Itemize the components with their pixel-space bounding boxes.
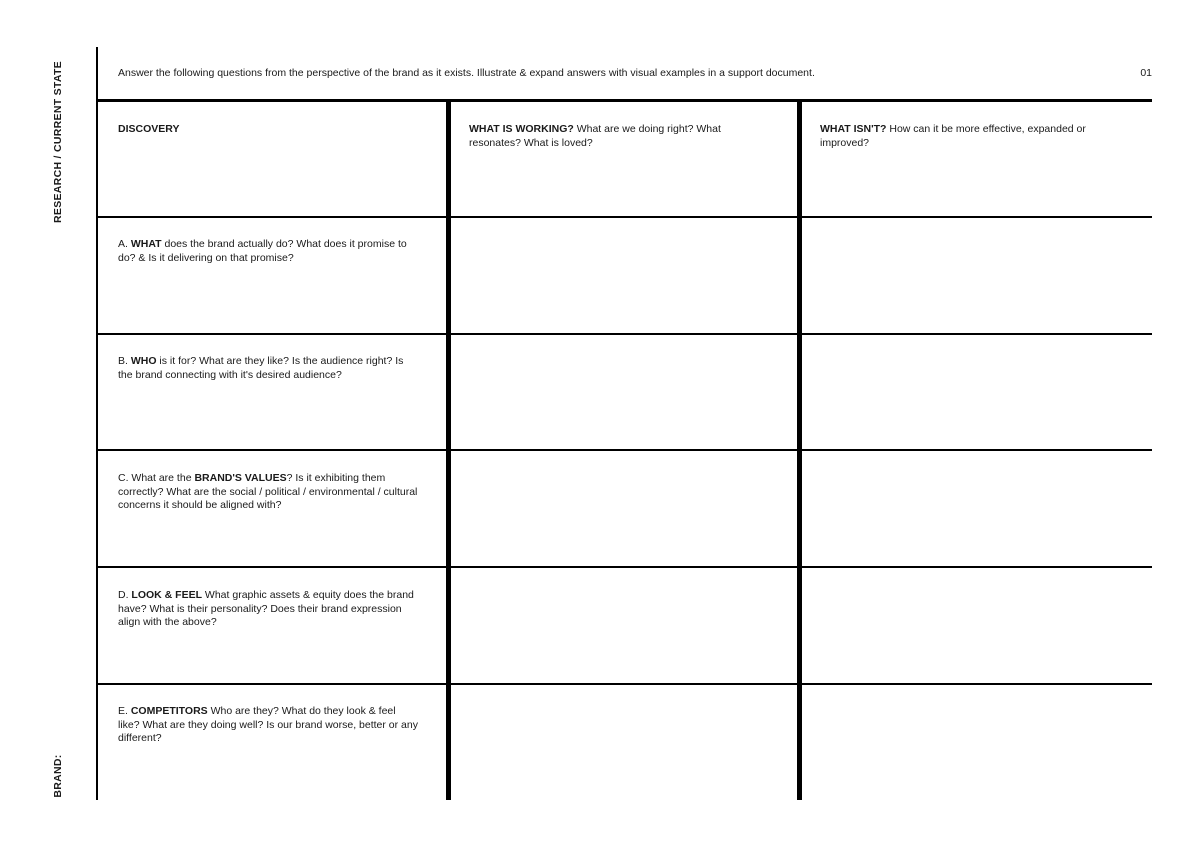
row-divider xyxy=(98,566,1152,568)
answer-working-b[interactable] xyxy=(469,355,779,435)
answer-working-d[interactable] xyxy=(469,589,779,669)
answer-working-a[interactable] xyxy=(469,238,779,318)
row-divider xyxy=(98,683,1152,685)
left-rule xyxy=(96,47,98,800)
question-prefix: C. What are the xyxy=(118,472,195,484)
question-prefix: A. xyxy=(118,238,131,250)
question-keyword: COMPETITORS xyxy=(130,705,208,717)
answer-isnt-a[interactable] xyxy=(820,238,1130,318)
question-e xyxy=(118,705,418,746)
question-text: is it for? What are they like? Is the audience right? Is the brand connecting with it's desired audience? xyxy=(118,355,404,381)
working-header xyxy=(469,123,769,150)
question-text: does the brand actually do? What does it promise to do? & Is it delivering on that promise? xyxy=(118,238,407,264)
row-divider xyxy=(98,449,1152,451)
discovery-header-label: DISCOVERY xyxy=(118,123,180,135)
intro-row xyxy=(98,47,1152,100)
header-rule xyxy=(98,99,1152,102)
section-label: RESEARCH / CURRENT STATE xyxy=(52,61,64,223)
question-prefix: E. xyxy=(118,705,131,717)
working-header-text: What are we doing right? What resonates? What is loved? xyxy=(469,123,721,149)
question-b xyxy=(118,355,418,382)
answer-isnt-d[interactable] xyxy=(820,589,1130,669)
question-prefix: D. xyxy=(118,589,132,601)
row-divider xyxy=(98,216,1152,218)
question-c xyxy=(118,472,418,513)
answer-isnt-c[interactable] xyxy=(820,472,1130,552)
intro-text: Answer the following questions from the perspective of the brand as it exists. Illustrate & expand answers with visual examples in a support document. xyxy=(118,67,815,79)
isnt-header-text: How can it be more effective, expanded or improved? xyxy=(820,123,1086,149)
question-keyword: LOOK & FEEL xyxy=(131,589,203,601)
isnt-header-bold: WHAT ISN'T? xyxy=(820,123,887,135)
question-text: Who are they? What do they look & feel like? What are they doing well? Is our brand worse, better or any different? xyxy=(118,705,418,745)
working-header-bold: WHAT IS WORKING? xyxy=(469,123,574,135)
question-prefix: B. xyxy=(118,355,131,367)
question-keyword: WHAT xyxy=(130,238,162,250)
answer-isnt-b[interactable] xyxy=(820,355,1130,435)
brand-label: BRAND: xyxy=(52,754,64,798)
question-text: ? Is it exhibiting them correctly? What are the social / political / environmental / cultural concerns it should be aligned with? xyxy=(118,472,418,512)
question-keyword: WHO xyxy=(130,355,157,367)
answer-isnt-e[interactable] xyxy=(820,705,1130,785)
page-number: 01 xyxy=(1140,67,1152,79)
question-keyword: BRAND'S VALUES xyxy=(194,472,287,484)
isnt-header xyxy=(820,123,1120,150)
discovery-header xyxy=(118,123,418,137)
row-divider xyxy=(98,333,1152,335)
answer-working-e[interactable] xyxy=(469,705,779,785)
question-text: What graphic assets & equity does the brand have? What is their personality? Does their brand expression align with the above? xyxy=(118,589,414,629)
question-d xyxy=(118,589,418,630)
answer-working-c[interactable] xyxy=(469,472,779,552)
question-a xyxy=(118,238,418,265)
